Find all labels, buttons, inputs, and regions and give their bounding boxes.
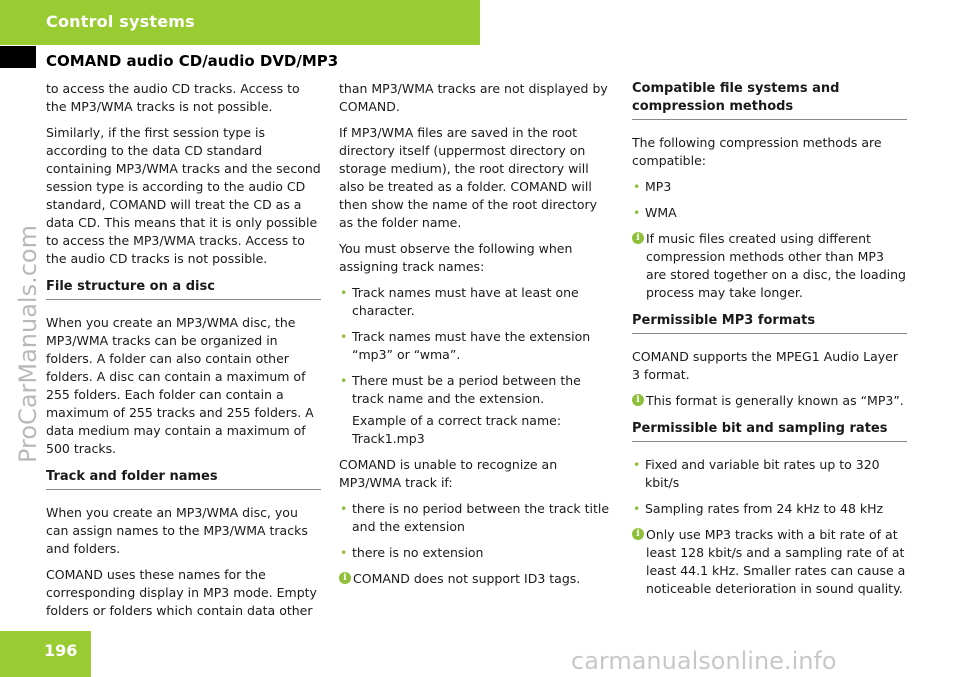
paragraph: The following compression methods are compatible: [632,135,882,168]
heading-bit-sampling-rates: Permissible bit and sampling rates [632,420,907,442]
info-note [632,230,907,302]
bullet-item: • Sampling rates from 24 kHz to 48 kHz [632,500,907,518]
paragraph: than MP3/WMA tracks are not displayed by COMAND. [339,81,608,114]
column-2 [339,80,614,596]
heading-compatible-systems: Compatible file systems and compression methods [632,80,907,120]
section-title: COMAND audio CD/audio DVD/MP3 [46,52,339,70]
bullet-item: • there is no extension [339,544,614,562]
heading-file-structure: File structure on a disc [46,278,321,300]
bullet-item: • Track names must have at least one character. [339,284,614,320]
bullet-item: • there is no period between the track title and the extension [339,500,614,536]
bullet-item: • MP3 [632,178,907,196]
info-icon: i [632,232,644,244]
paragraph: COMAND uses these names for the corresponding display in MP3 mode. Empty folders or folders which contain data other [46,567,317,618]
paragraph: COMAND is unable to recognize an MP3/WMA track if: [339,457,558,490]
column-3 [632,80,907,606]
info-icon: i [632,394,644,406]
paragraph: If MP3/WMA files are saved in the root directory itself (uppermost directory on storage medium), the root directory will also be treated as a folder. COMAND will then show the name of the root directory as the folder name. [339,125,598,230]
info-icon: i [339,572,351,584]
info-text: COMAND does not support ID3 tags. [353,571,581,586]
bullet-item: • Track names must have the extension “mp3” or “wma”. [339,328,614,364]
heading-mp3-formats: Permissible MP3 formats [632,312,907,334]
paragraph: to access the audio CD tracks. Access to the MP3/WMA tracks is not possible. [46,81,300,114]
paragraph: You must observe the following when assigning track names: [339,241,573,274]
paragraph: When you create an MP3/WMA disc, you can assign names to the MP3/WMA tracks and folders. [46,505,308,556]
bullet-item: • WMA [632,204,907,222]
info-text: This format is generally known as “MP3”. [646,393,904,408]
paragraph: When you create an MP3/WMA disc, the MP3/WMA tracks can be organized in folders. A folder can also contain other folders. A disc can contain a maximum of 255 folders. Each folder can contain a maximum of 255 tracks and 255 folders. A data medium may contain a maximum of 500 tracks. [46,315,314,456]
example-text: Example of a correct track name: Track1.mp3 [352,413,562,446]
watermark-left: ProCarManuals.com [14,225,42,464]
bullet-item: • Fixed and variable bit rates up to 320 kbit/s [632,456,907,492]
page-number: 196 [44,641,78,660]
info-note [632,392,907,410]
chapter-title: Control systems [46,12,195,31]
bullet-item: • There must be a period between the track name and the extension. [339,372,614,408]
info-text: Only use MP3 tracks with a bit rate of at least 128 kbit/s and a sampling rate of at least 44.1 kHz. Smaller rates can cause a noticeable deterioration in sound quality. [646,527,906,596]
info-text: If music files created using different compression methods other than MP3 are stored together on a disc, the loading process may take longer. [646,231,906,300]
section-marker [0,46,36,68]
info-note [632,526,907,598]
info-icon: i [632,528,644,540]
paragraph: COMAND supports the MPEG1 Audio Layer 3 format. [632,349,899,382]
info-note [339,570,614,588]
heading-track-folder-names: Track and folder names [46,468,321,490]
column-1 [46,80,321,628]
paragraph: Similarly, if the first session type is according to the data CD standard containing MP3/WMA tracks and the second session type is according to the audio CD standard, COMAND will treat the CD as a data CD. This means that it is only possible to access the MP3/WMA tracks. Access to the audio CD tracks is not possible. [46,125,321,266]
watermark-bottom: carmanualsonline.info [571,647,837,675]
